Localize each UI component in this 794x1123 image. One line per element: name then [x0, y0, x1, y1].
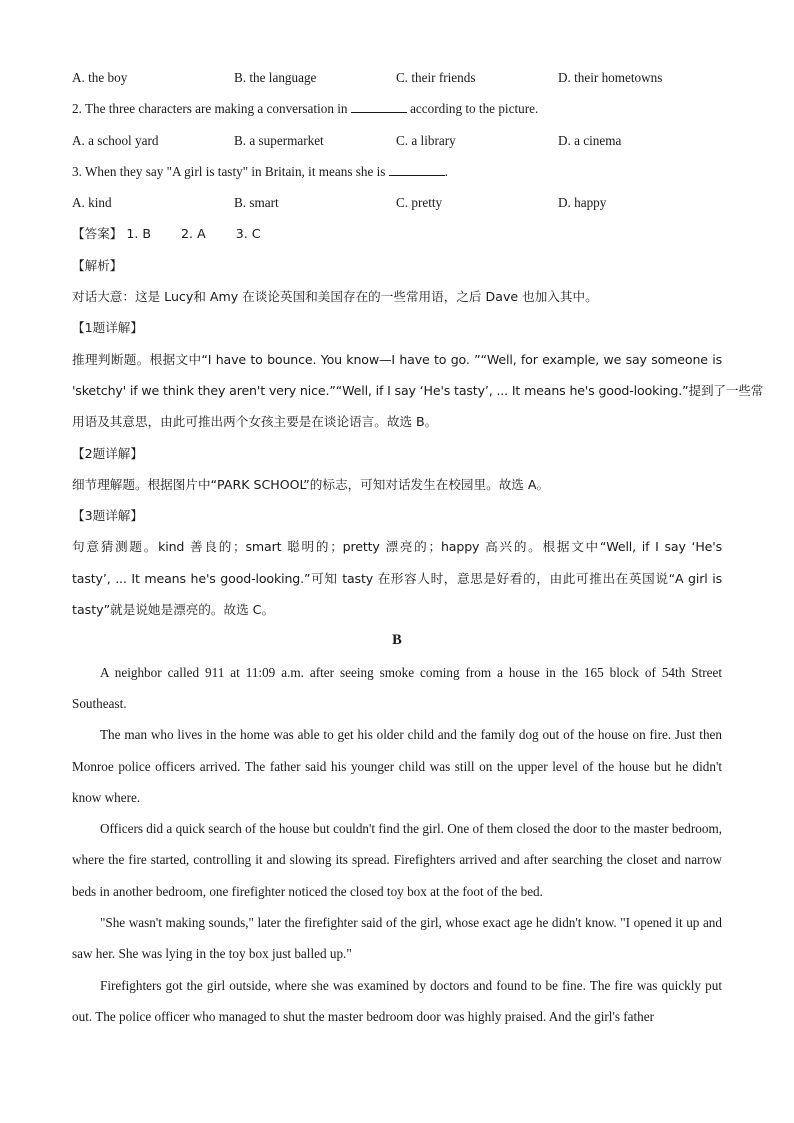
document-page: [72, 62, 764, 1032]
detail-3-label: 【3题详解】: [72, 508, 143, 524]
q1-option-d: D. their hometowns: [558, 70, 663, 85]
answer-label: 【答案】: [72, 226, 123, 242]
q3-option-d: D. happy: [558, 195, 607, 211]
detail-2-label: 【2题详解】: [72, 445, 143, 461]
q1-option-a: A. the boy: [72, 70, 128, 85]
q2-options: [72, 125, 722, 156]
q3-option-b: B. smart: [234, 195, 279, 211]
q2-text-post: according to the picture.: [410, 101, 539, 117]
passage-paragraph-1: A neighbor called 911 at 11:09 a.m. after seeing smoke coming from a house in the 165 block of 54th Street Southeast.: [72, 664, 722, 711]
passage-paragraph-2: The man who lives in the home was able to get his older child and the family dog out of the house on fire. Just then Monroe police officers arrived. The father said his younger child was still on the upper level of the house but he didn't know where.: [72, 727, 722, 805]
q3-options: [72, 187, 722, 218]
q2-blank: [351, 100, 407, 113]
detail-2-line-1: 细节理解题。根据图片中“PARK SCHOOL”的标志，可知对话发生在校园里。故选 A。: [72, 476, 550, 492]
q1-option-b: B. the language: [234, 70, 317, 85]
section-title: B: [392, 632, 402, 649]
passage-paragraph-5: Firefighters got the girl outside, where she was examined by doctors and found to be fine. The fire was quickly put out. The police officer who managed to shut the master bedroom door was highly praised. And the girl's father: [72, 977, 722, 1024]
answer-item-3: 3. C: [235, 226, 261, 242]
detail-3-line-1: 句意猜测题。kind 善良的；smart 聪明的；pretty 漂亮的；happy 高兴的。根据文中“Well, if I say ‘He's: [72, 539, 722, 555]
passage-paragraph-3: Officers did a quick search of the house but couldn't find the girl. One of them closed the door to the master bedroom, where the fire started, controlling it and slowing its spread. Firefighters arrived and after searching the closet and narrow beds in another bedroom, one firefighter noticed the closed toy box at the foot of the bed.: [72, 821, 722, 899]
q2-option-a: A. a school yard: [72, 132, 159, 148]
passage-paragraph-4: "She wasn't making sounds," later the firefighter said of the girl, whose exact age he didn't know. "I opened it up and saw her. She was lying in the toy box just balled up.": [72, 915, 722, 962]
detail-1-line-3: 用语及其意思，由此可推出两个女孩主要是在谈论语言。故选 B。: [72, 414, 438, 430]
q2-option-b: B. a supermarket: [234, 132, 324, 148]
q3-stem: [72, 156, 722, 187]
detail-1-label: 【1题详解】: [72, 320, 143, 336]
detail-1-line-1: 推理判断题。根据文中“I have to bounce. You know—I have to go. ”“Well, for example, we say someone is: [72, 351, 722, 367]
summary-text: 对话大意：这是 Lucy和 Amy 在谈论英国和美国存在的一些常用语，之后 Dave 也加入其中。: [72, 289, 598, 305]
q3-option-a: A. kind: [72, 195, 112, 211]
q3-text-pre: 3. When they say "A girl is tasty" in Britain, it means she is: [72, 163, 386, 179]
q3-option-c: C. pretty: [396, 195, 443, 211]
q3-blank: [389, 163, 445, 176]
answer-item-1: 1. B: [126, 226, 152, 242]
answer-item-2: 2. A: [181, 226, 206, 242]
q2-option-d: D. a cinema: [558, 132, 622, 148]
q1-options: [72, 62, 722, 93]
detail-3-line-3: tasty”就是说她是漂亮的。故选 C。: [72, 602, 275, 618]
q2-text-pre: 2. The three characters are making a conversation in: [72, 101, 348, 117]
q1-option-c: C. their friends: [396, 70, 476, 85]
q2-stem: [72, 93, 722, 124]
q2-option-c: C. a library: [396, 132, 456, 148]
q3-text-post: .: [444, 163, 449, 179]
detail-3-line-2: tasty’, ... It means he's good-looking.”可知 tasty 在形容人时，意思是好看的，由此可推出在英国说“A girl is: [72, 570, 722, 586]
detail-1-line-2: 'sketchy' if we think they aren't very nice.”“Well, if I say ‘He's tasty’, ... It means he's good-looking.”提到了一些常: [72, 382, 764, 398]
answer-line: [72, 218, 722, 249]
analysis-label: 【解析】: [72, 257, 123, 273]
